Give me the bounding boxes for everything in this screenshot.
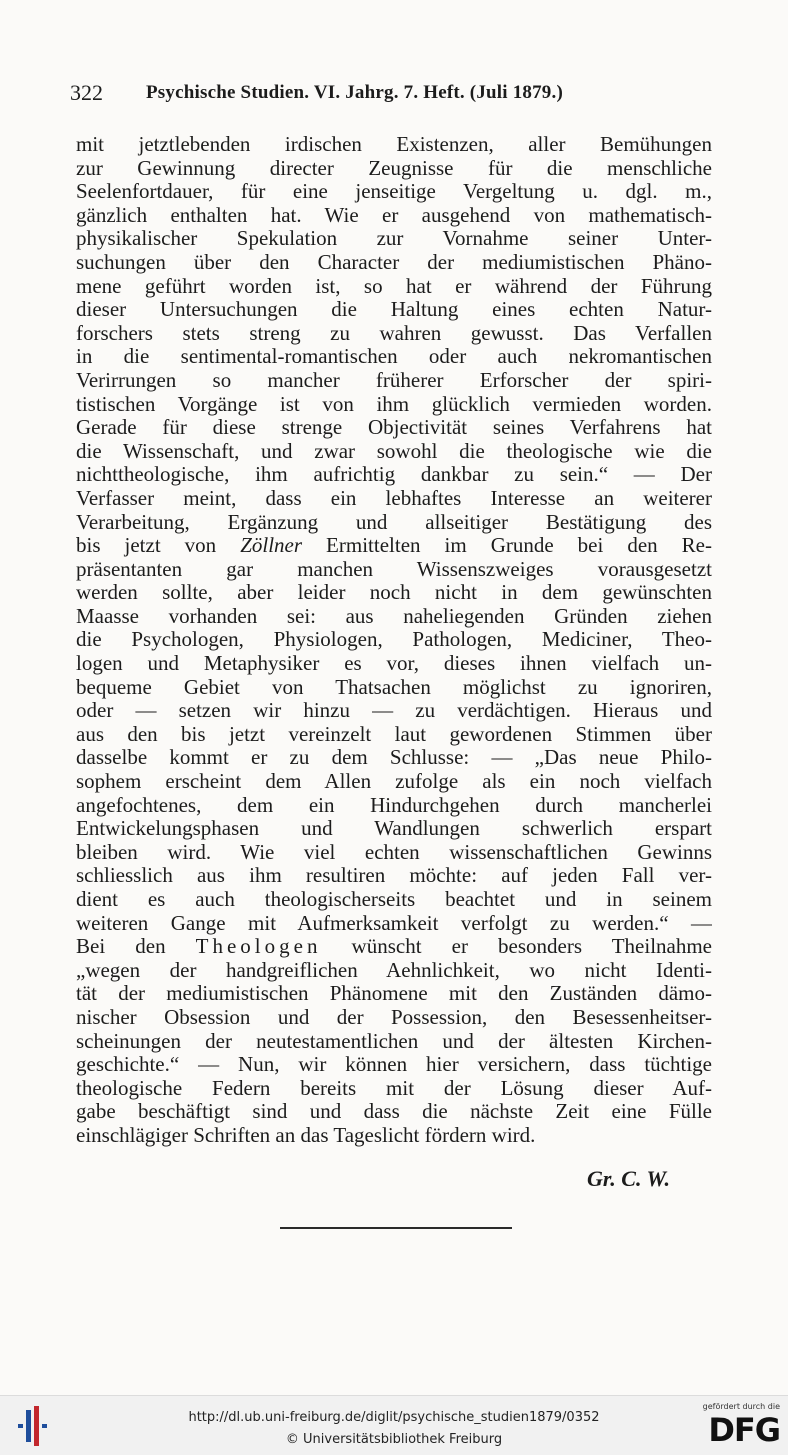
text-line: Seelenfortdauer, für eine jenseitige Vergeltung u. dgl. m., — [76, 180, 712, 204]
text-line: oder — setzen wir hinzu — zu verdächtigen. Hieraus und — [76, 699, 712, 723]
viewer-footer — [0, 1395, 788, 1455]
text-line: zur Gewinnung directer Zeugnisse für die menschliche — [76, 156, 712, 180]
spaced-emphasis: Theologen — [195, 935, 322, 959]
text-line: Gerade für diese strenge Objectivität seines Verfahrens hat — [76, 416, 712, 440]
section-divider — [280, 1227, 512, 1229]
text-line: logen und Metaphysiker es vor, dieses ihnen vielfach un- — [76, 652, 712, 676]
text-line: werden sollte, aber leider noch nicht in dem gewünschten — [76, 581, 712, 605]
text-line: mene geführt worden ist, so hat er während der Führung — [76, 274, 712, 298]
text-line: Bei den Theologen wünscht er besonders Theilnahme — [76, 935, 712, 959]
text-line: theologische Federn bereits mit der Lösung dieser Auf- — [76, 1076, 712, 1100]
text-line: dasselbe kommt er zu dem Schlusse: — „Das neue Philo- — [76, 746, 712, 770]
text-line: tistischen Vorgänge ist von ihm glücklich vermieden worden. — [76, 392, 712, 416]
text-line: bis jetzt von Zöllner Ermittelten im Grunde bei den Re- — [76, 534, 712, 558]
source-url-link[interactable]: http://dl.ub.uni-freiburg.de/diglit/psychische_studien1879/0352 — [188, 1410, 600, 1425]
page-header — [70, 80, 716, 110]
text-line: sophem erscheint dem Allen zufolge als ein noch vielfach — [76, 770, 712, 794]
text-line: nichttheologische, ihm aufrichtig dankbar zu sein.“ — Der — [76, 463, 712, 487]
text-line: dient es auch theologischerseits beachtet und in seinem — [76, 888, 712, 911]
text-line: die Wissenschaft, und zwar sowohl die theologische wie die — [76, 439, 712, 463]
text-line: tät der mediumistischen Phänomene mit den Zuständen dämo- — [76, 982, 712, 1006]
text-line: scheinungen der neutestamentlichen und der ältesten Kirchen- — [76, 1029, 712, 1053]
text-line: dieser Untersuchungen die Haltung eines echten Natur- — [76, 298, 712, 322]
dfg-logo — [698, 1402, 780, 1450]
text-line: die Psychologen, Physiologen, Pathologen, Mediciner, Theo- — [76, 628, 712, 652]
dfg-funding-note: gefördert durch die — [702, 1402, 780, 1411]
text-line: einschlägiger Schriften an das Tageslicht fördern wird. — [76, 1123, 536, 1147]
author-signature: Gr. C. W. — [587, 1166, 670, 1191]
text-line: Maasse vorhanden sei: aus naheliegenden Gründen ziehen — [76, 604, 712, 628]
text-line: bleiben wird. Wie viel echten wissenschaftlichen Gewinns — [76, 840, 712, 864]
text-line: aus den bis jetzt vereinzelt laut gewordenen Stimmen über — [76, 722, 712, 746]
text-line: Verfasser meint, dass ein lebhaftes Interesse an weiterer — [76, 486, 712, 510]
text-line: bequeme Gebiet von Thatsachen möglichst zu ignoriren, — [76, 675, 712, 699]
emphasized-name: Zöllner — [240, 534, 303, 558]
running-title: Psychische Studien. VI. Jahrg. 7. Heft. (Juli 1879.) — [146, 82, 563, 103]
copyright-notice: © Universitätsbibliothek Freiburg — [285, 1432, 503, 1447]
page-number: 322 — [70, 80, 103, 105]
text-line: gänzlich enthalten hat. Wie er ausgehend von mathematisch- — [76, 203, 712, 227]
text-line: physikalischer Spekulation zur Vornahme seiner Unter- — [76, 227, 712, 251]
text-line: forschers stets streng zu wahren gewusst. Das Verfallen — [76, 321, 712, 345]
text-line: schliesslich aus ihm resultiren möchte: auf jeden Fall ver- — [76, 864, 712, 888]
text-line: Verarbeitung, Ergänzung und allseitiger Bestätigung des — [76, 510, 712, 534]
text-line: angefochtenes, dem ein Hindurchgehen durch mancherlei — [76, 793, 712, 817]
text-line: „wegen der handgreiflichen Aehnlichkeit, wo nicht Identi- — [76, 958, 712, 982]
text-line: präsentanten gar manchen Wissenszweiges vorausgesetzt — [76, 557, 712, 581]
text-line: Verirrungen so mancher früherer Erforscher der spiri- — [76, 368, 712, 392]
text-line: suchungen über den Character der mediumistischen Phäno- — [76, 250, 712, 274]
text-line: gabe beschäftigt sind und dass die nächste Zeit eine Fülle — [76, 1100, 712, 1124]
text-line: mit jetztlebenden irdischen Existenzen, aller Bemühungen — [76, 133, 712, 156]
dfg-logo-text: DFG — [708, 1411, 780, 1449]
text-line: Entwickelungsphasen und Wandlungen schwerlich erspart — [76, 817, 712, 841]
text-line: in die sentimental-romantischen oder auch nekromantischen — [76, 345, 712, 369]
text-line: weiteren Gange mit Aufmerksamkeit verfolgt zu werden.“ — — [76, 911, 712, 935]
text-line: geschichte.“ — Nun, wir können hier versichern, dass tüchtige — [76, 1053, 712, 1077]
body-text — [76, 133, 712, 1148]
text-line: nischer Obsession und der Possession, den Besessenheitser- — [76, 1005, 712, 1029]
